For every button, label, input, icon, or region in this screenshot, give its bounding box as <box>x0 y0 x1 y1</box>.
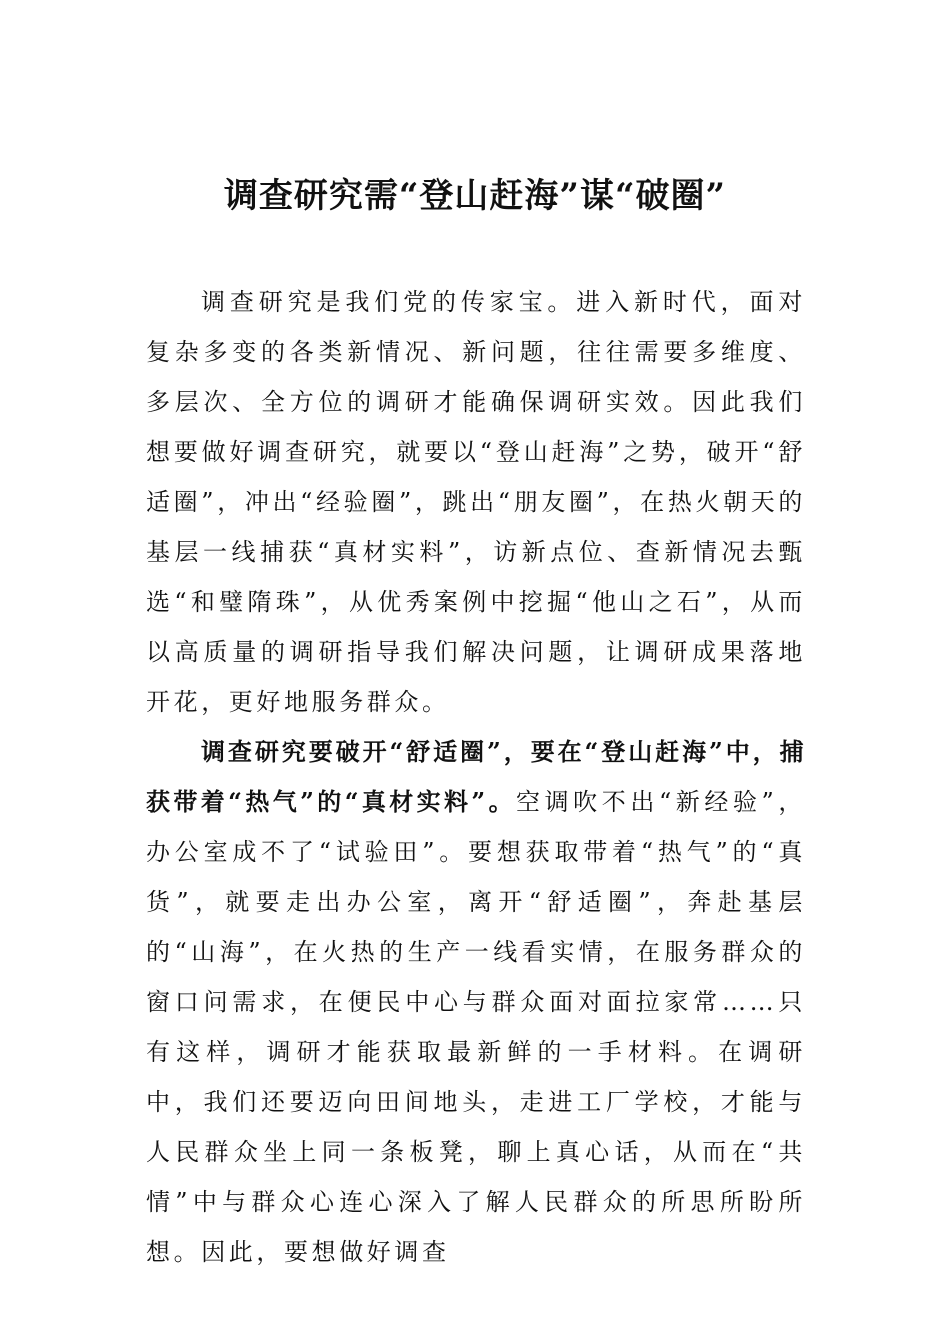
paragraph-1 <box>146 277 806 727</box>
paragraph-1-text: 调查研究是我们党的传家宝。进入新时代，面对复杂多变的各类新情况、新问题，往往需要多维度、多层次、全方位的调研才能确保调研实效。因此我们想要做好调查研究，就要以“登山赶海”之势，破开“舒适圈”，冲出“经验圈”，跳出“朋友圈”，在热火朝天的基层一线捕获“真材实料”，访新点位、查新情况去甄选“和璧隋珠”，从优秀案例中挖掘“他山之石”，从而以高质量的调研指导我们解决问题，让调研成果落地开花，更好地服务群众。 <box>146 288 806 716</box>
paragraph-2-lead: 调查研究要破开“舒适圈”，要在“登山赶海”中，捕获带着“热气”的“真材实料”。 <box>146 737 806 816</box>
paragraph-2-text: 空调吹不出“新经验”，办公室成不了“试验田”。要想获取带着“热气”的“真货”，就要走出办公室，离开“舒适圈”，奔赴基层的“山海”，在火热的生产一线看实情，在服务群众的窗口问需求，在便民中心与群众面对面拉家常……只有这样，调研才能获取最新鲜的一手材料。在调研中，我们还要迈向田间地头，走进工厂学校，才能与人民群众坐上同一条板凳，聊上真心话，从而在“共情”中与群众心连心深入了解人民群众的所思所盼所想。因此，要想做好调查 <box>146 788 807 1266</box>
document-title: 调查研究需“登山赶海”谋“破圈” <box>223 176 727 216</box>
document-body <box>146 277 806 1277</box>
paragraph-2 <box>146 727 806 1277</box>
